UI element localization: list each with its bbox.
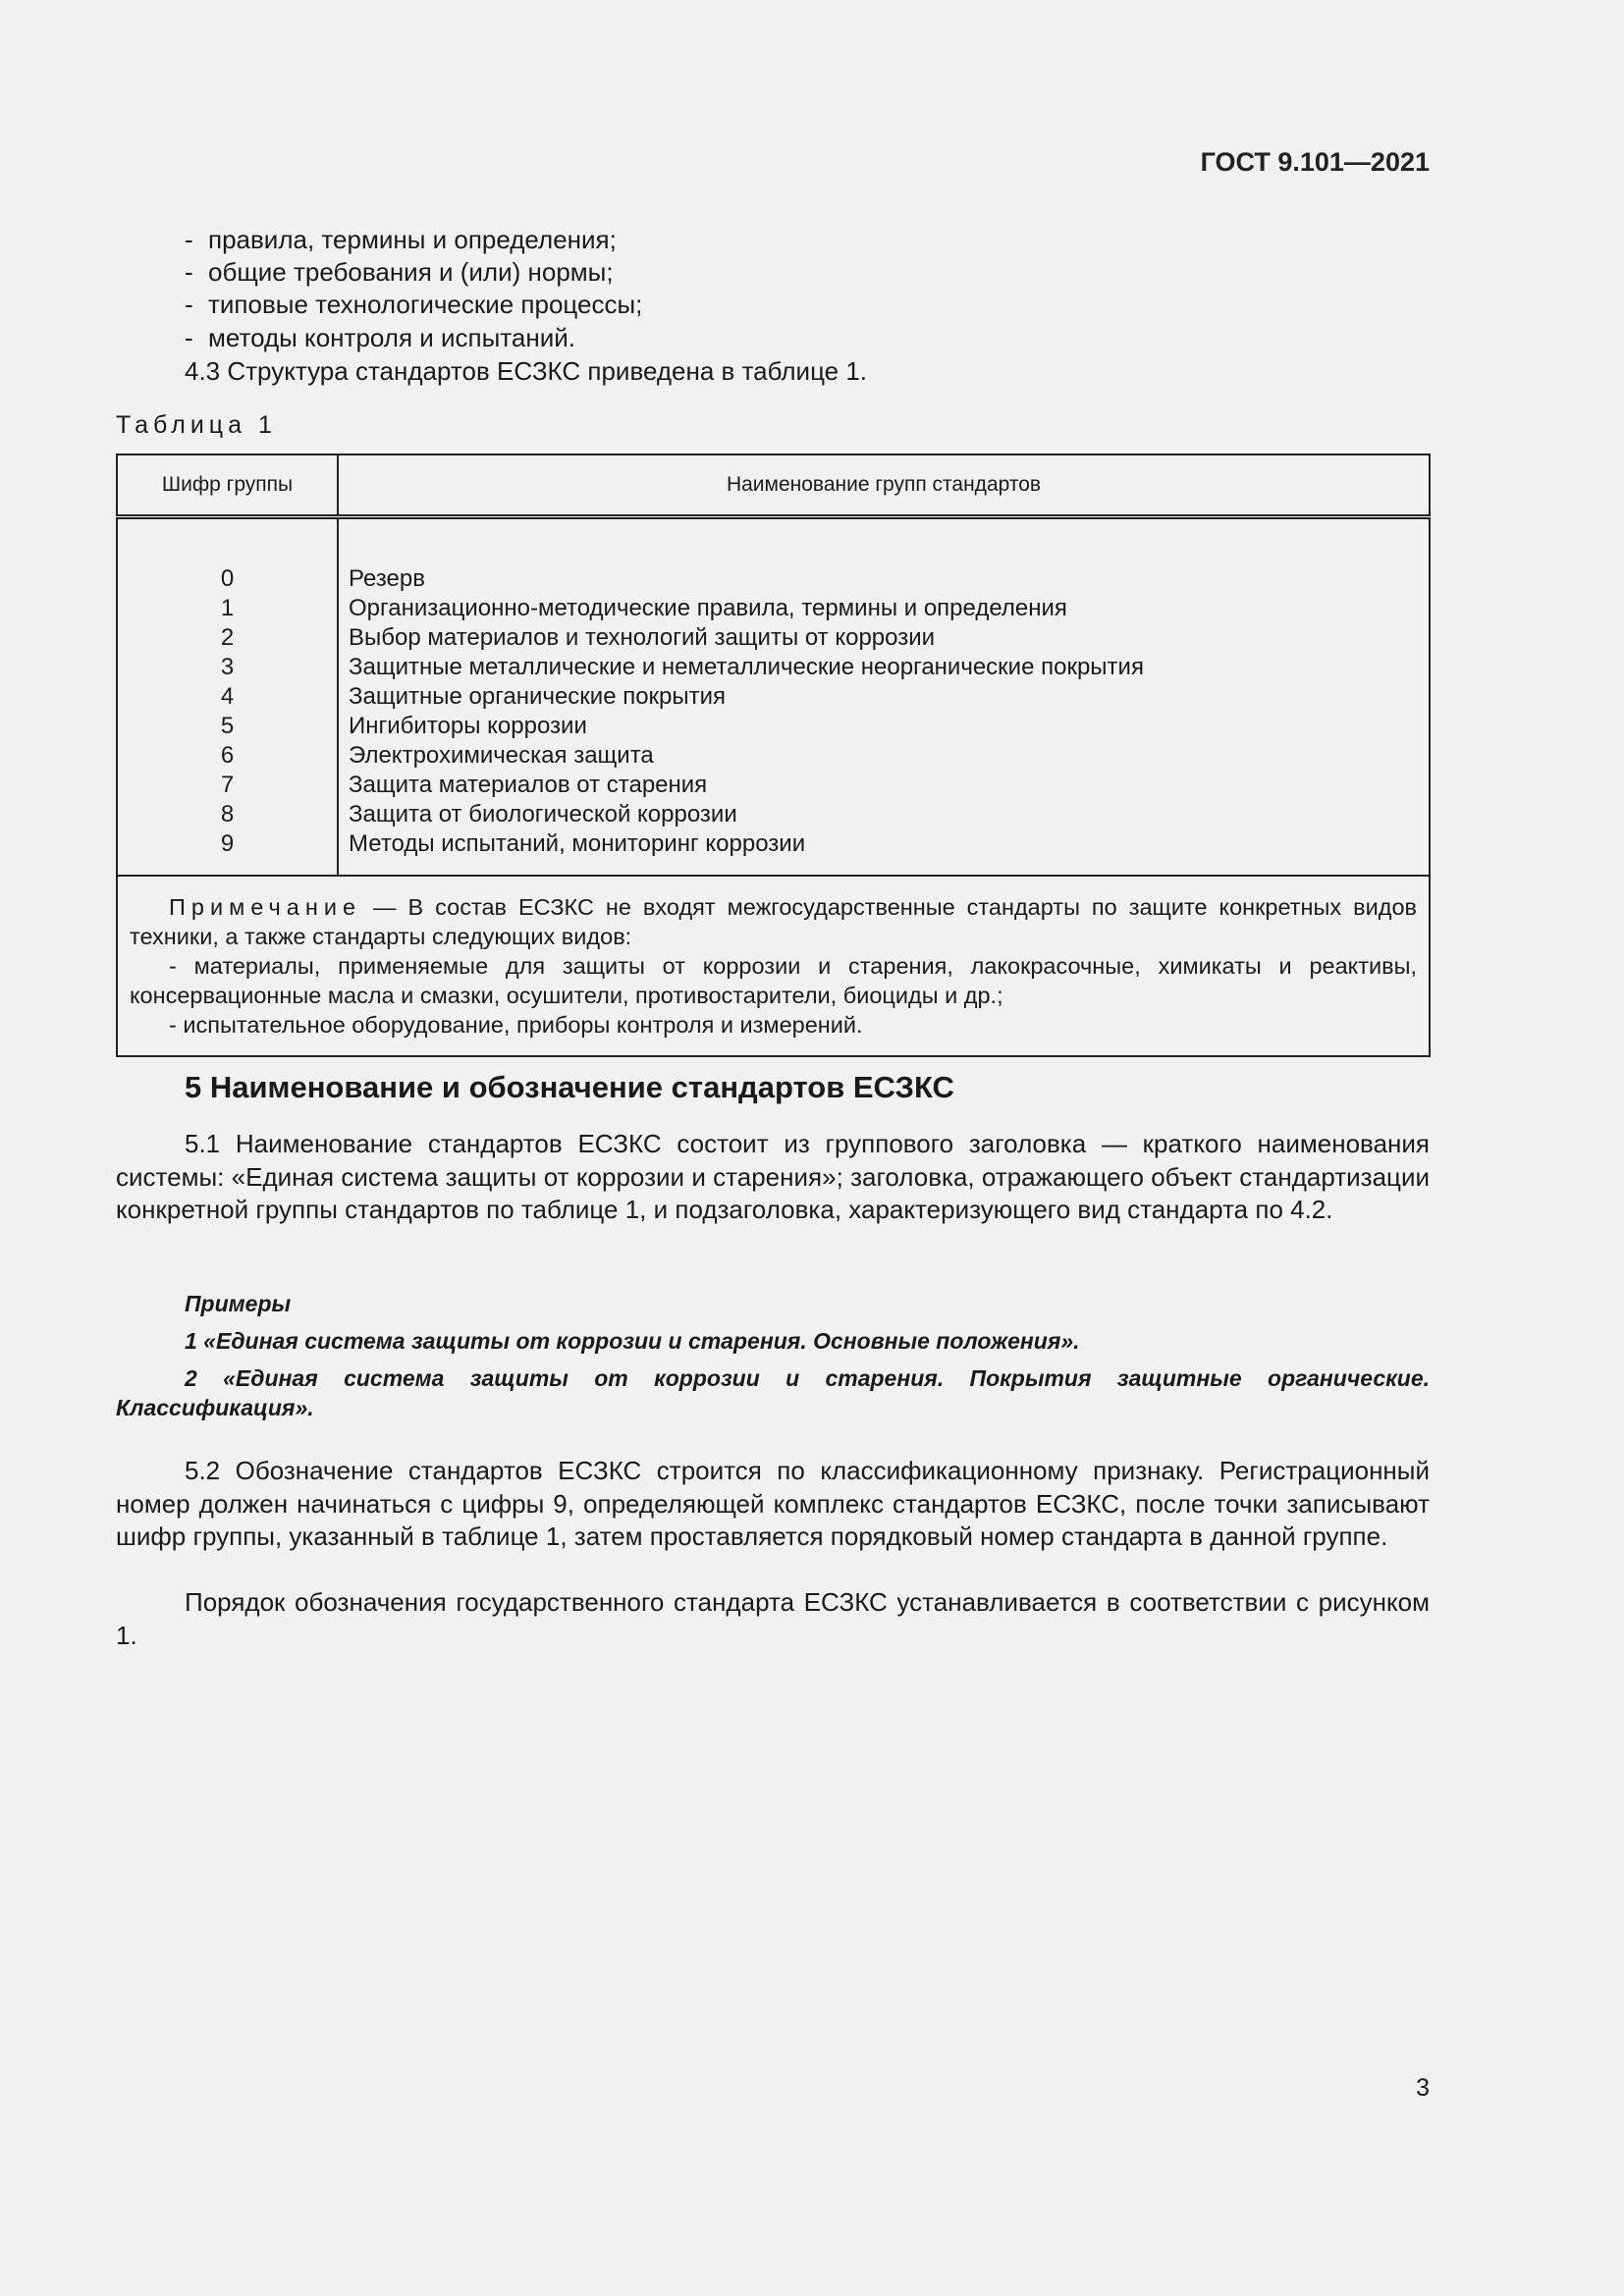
- list-item: - правила, термины и определения;: [185, 225, 617, 254]
- column-header-name: Наименование групп стандартов: [338, 454, 1430, 517]
- paragraph-order: Порядок обозначения государственного стандарта ЕСЗКС устанавливается в соответствии с рисунком 1.: [116, 1587, 1430, 1650]
- paragraph-5-1: 5.1 Наименование стандартов ЕСЗКС состоит из группового заголовка — краткого наименования системы: «Единая система защиты от коррозии и старения»; заголовка, отражающего объект стандартизации конкретной группы стандартов по таблице 1, и подзаголовка, характеризующего вид стандарта по 4.2.: [116, 1129, 1430, 1224]
- names-cell: [338, 517, 1430, 877]
- codes-cell: [117, 517, 338, 877]
- document-id: ГОСТ 9.101—2021: [1200, 147, 1430, 177]
- list-item: - типовые технологические процессы;: [185, 290, 643, 319]
- group-name: Защита материалов от старения: [349, 772, 708, 798]
- example-2: 2 «Единая система защиты от коррозии и старения. Покрытия защитные органические. Классификация».: [116, 1365, 1430, 1420]
- paragraph-4-3: 4.3 Структура стандартов ЕСЗКС приведена в таблице 1.: [185, 356, 868, 386]
- list-item: - методы контроля и испытаний.: [185, 323, 576, 352]
- group-code: 5: [220, 713, 235, 739]
- group-name: Электрохимическая защита: [349, 742, 654, 769]
- table-caption: Таблица 1: [116, 411, 277, 439]
- group-code: 9: [220, 830, 235, 857]
- note-text: — В состав ЕСЗКС не входят межгосударственные стандарты по защите конкретных видов техники, а также стандарты следующих видов:: [130, 894, 1417, 949]
- paragraph-5-2: 5.2 Обозначение стандартов ЕСЗКС строится по классификационному признаку. Регистрационный номер должен начинаться с цифры 9, определяющей комплекс стандартов ЕСЗКС, после точки записывают шифр группы, указанный в таблице 1, затем проставляется порядковый номер стандарта в данной группе.: [116, 1456, 1430, 1551]
- group-name: Организационно-методические правила, термины и определения: [349, 595, 1067, 621]
- examples-title: Примеры: [185, 1291, 292, 1316]
- note-item: - материалы, применяемые для защиты от коррозии и старения, лакокрасочные, химикаты и реактивы, консервационные масла и смазки, осушители, противостарители, биоциды и др.;: [130, 953, 1417, 1008]
- note-item: - испытательное оборудование, приборы контроля и измерений.: [169, 1012, 863, 1038]
- group-name: Защита от биологической коррозии: [349, 801, 737, 828]
- table-note: [117, 876, 1430, 1056]
- page-number: 3: [1416, 2074, 1430, 2102]
- group-code: 1: [220, 595, 235, 621]
- group-code: 3: [220, 654, 235, 680]
- table-1: [116, 454, 1431, 1057]
- section-heading: 5 Наименование и обозначение стандартов ЕСЗКС: [185, 1070, 954, 1104]
- group-name: Резерв: [349, 565, 425, 592]
- group-name: Ингибиторы коррозии: [349, 713, 587, 739]
- group-code: 2: [220, 624, 235, 651]
- group-code: 7: [220, 772, 235, 798]
- group-code: 8: [220, 801, 235, 828]
- group-name: Защитные металлические и неметаллические неорганические покрытия: [349, 654, 1144, 680]
- example-1: 1 «Единая система защиты от коррозии и старения. Основные положения».: [185, 1328, 1080, 1354]
- group-code: 0: [220, 565, 235, 592]
- group-code: 4: [220, 683, 235, 710]
- group-name: Методы испытаний, мониторинг коррозии: [349, 830, 806, 857]
- group-name: Выбор материалов и технологий защиты от коррозии: [349, 624, 936, 651]
- group-name: Защитные органические покрытия: [349, 683, 727, 710]
- list-item: - общие требования и (или) нормы;: [185, 257, 614, 287]
- group-code: 6: [220, 742, 235, 769]
- note-label: Примечание: [169, 894, 362, 920]
- column-header-code: Шифр группы: [117, 454, 338, 517]
